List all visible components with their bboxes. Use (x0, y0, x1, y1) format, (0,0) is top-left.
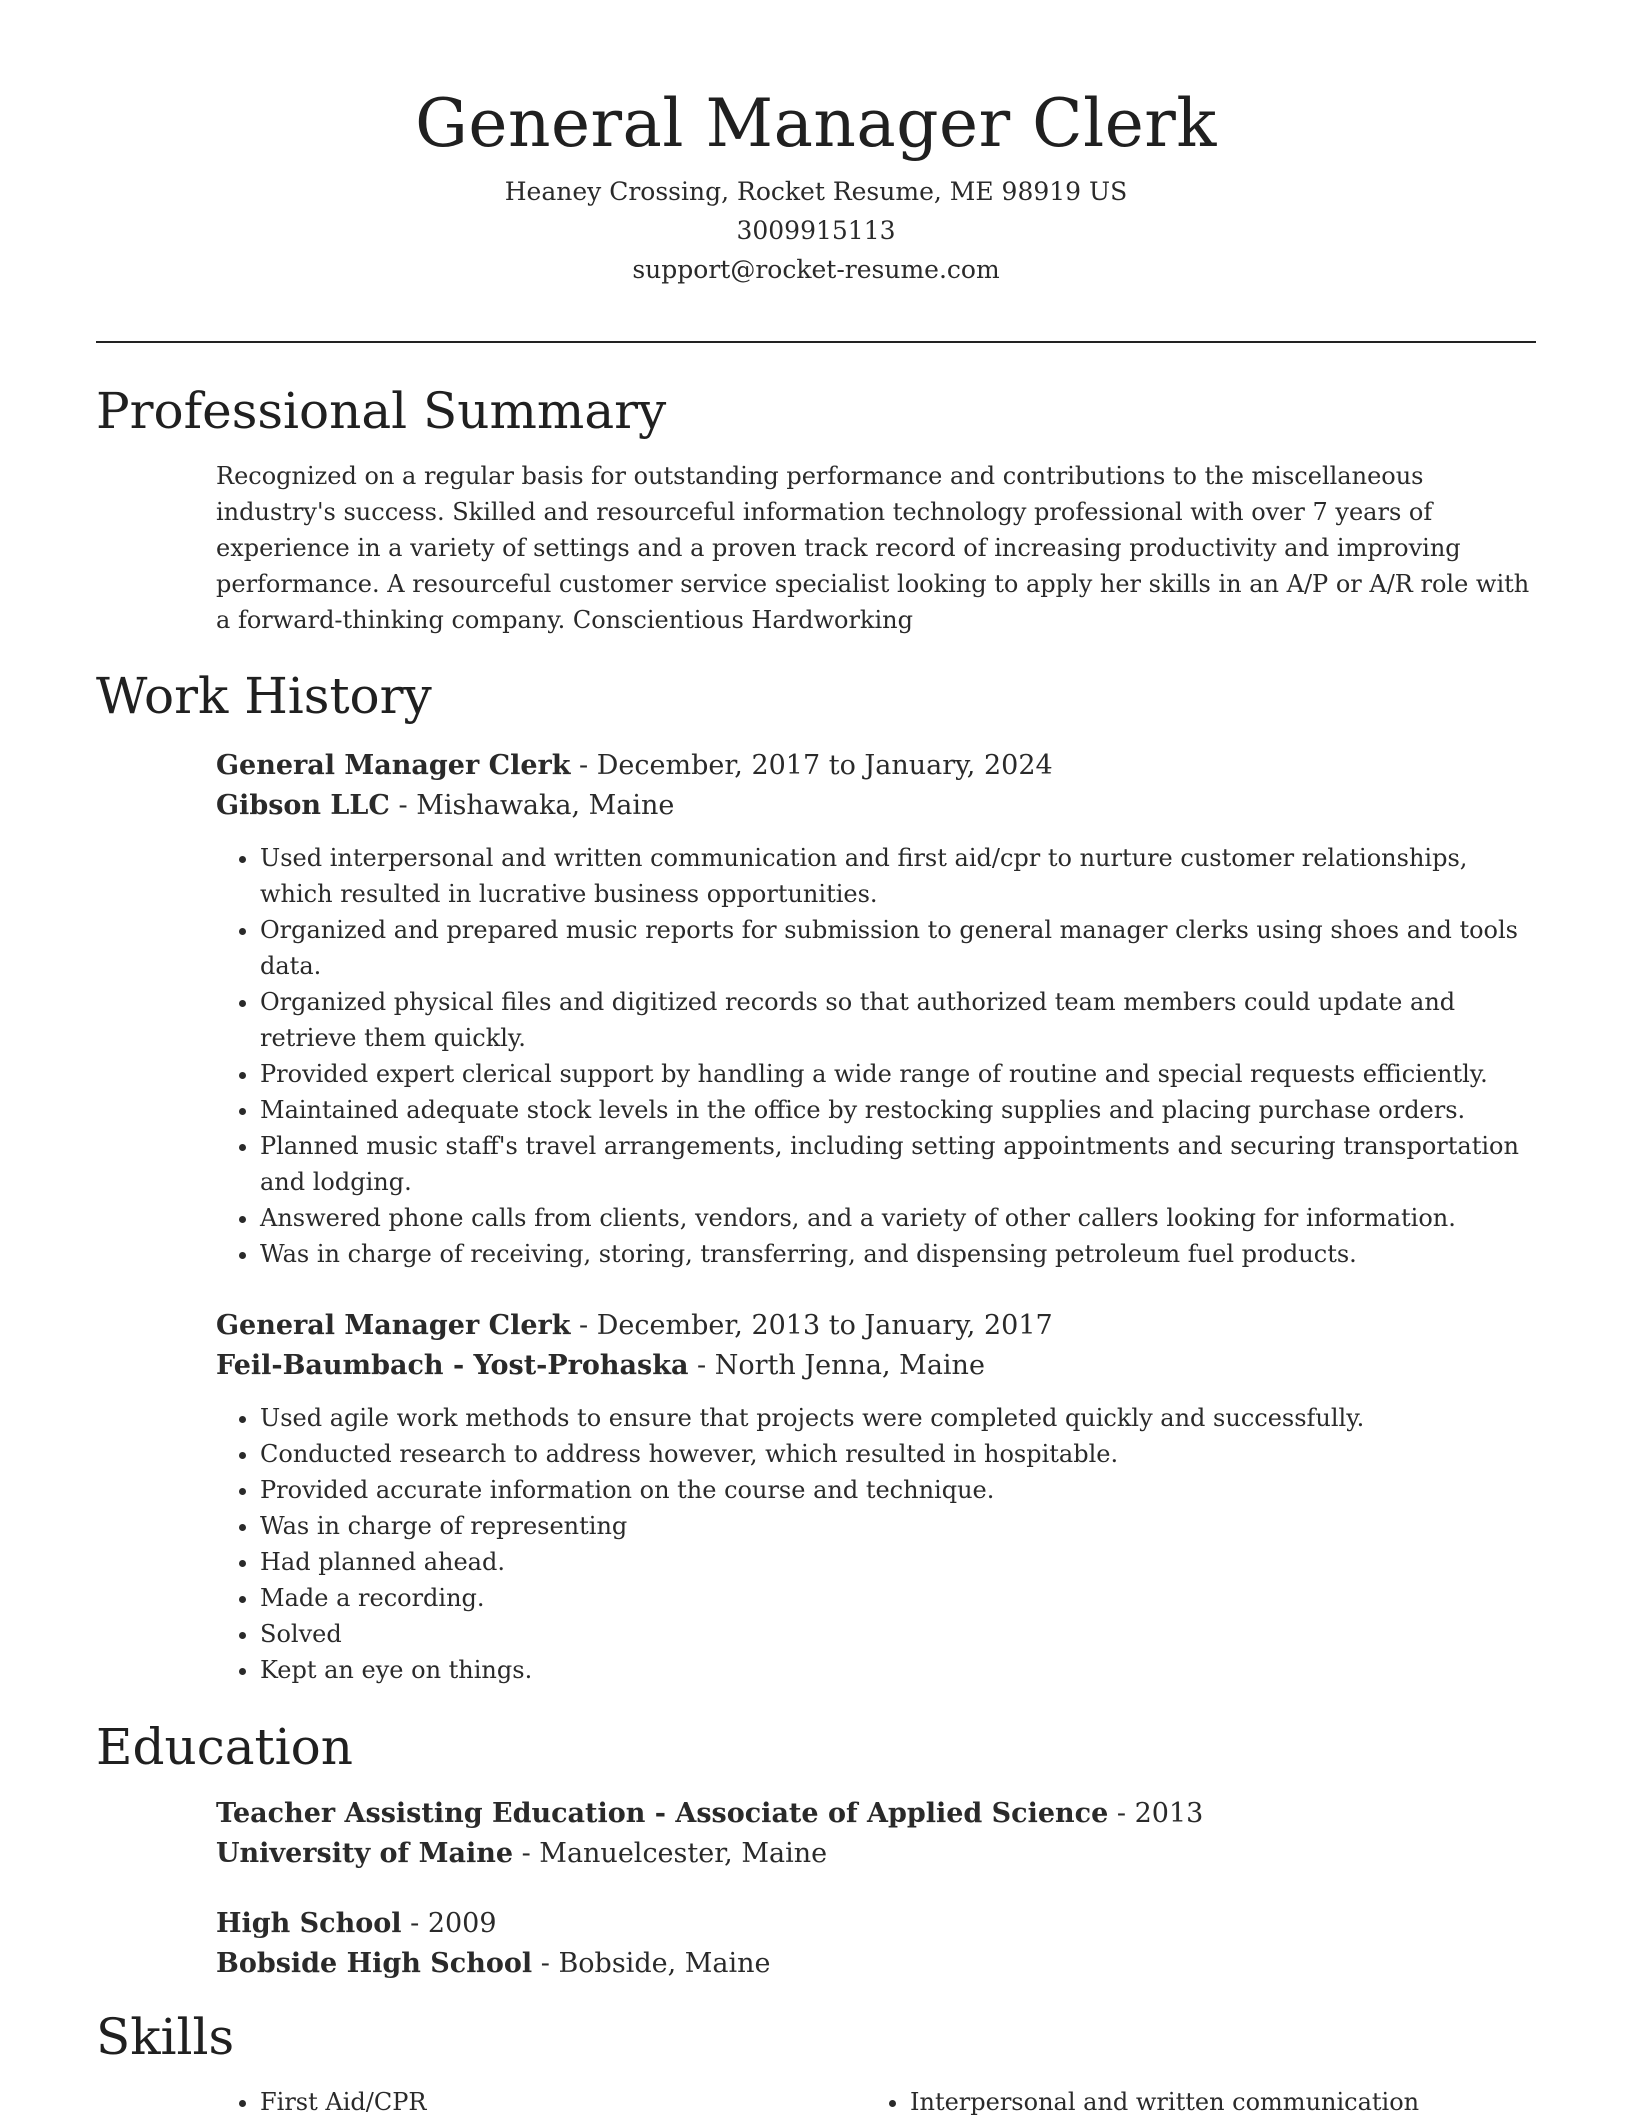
education-school: Bobside High School (216, 1948, 533, 1979)
job-bullet: • Provided expert clerical support by handling a wide range of routine and special requests efficiently. (260, 1056, 1534, 1092)
job-location: - North Jenna, Maine (688, 1350, 985, 1381)
education-degree-line (216, 1794, 1534, 1834)
job-bullet: • Used interpersonal and written communication and first aid/cpr to nurture customer relationships, which resulted in lucrative business opportunities. (260, 840, 1534, 912)
job-title-line (216, 746, 1534, 786)
job-company-line (216, 1346, 1534, 1386)
job-role: General Manager Clerk (216, 750, 571, 781)
job-company-line (216, 786, 1534, 826)
summary-section (216, 458, 1534, 638)
summary-text: Recognized on a regular basis for outstanding performance and contributions to the miscellaneous industry's success. Skilled and resourceful information technology professional with over 7 years of experience in a variety of settings and a proven track record of increasing productivity and improving performance. A resourceful customer service specialist looking to apply her skills in an A/P or A/R role with a forward-thinking company. Conscientious Hardworking (216, 462, 1530, 634)
section-title-skills: Skills (96, 2008, 235, 2066)
section-title-work-history: Work History (96, 667, 432, 725)
job-bullet: • Had planned ahead. (260, 1544, 1534, 1580)
resume-header (96, 80, 1536, 289)
job-bullet: • Solved (260, 1616, 1534, 1652)
education-entry-1 (216, 1794, 1534, 1874)
job-bullet: • Kept an eye on things. (260, 1652, 1534, 1688)
skills-column-left (216, 2084, 426, 2120)
job-bullet: • Conducted research to address however, which resulted in hospitable. (260, 1436, 1534, 1472)
phone-number: 3009915113 (736, 216, 896, 245)
education-degree: High School (216, 1908, 402, 1939)
skills-section (216, 2084, 1534, 2124)
job-company: Feil-Baumbach - Yost-Prohaska (216, 1350, 689, 1381)
header-divider (96, 341, 1536, 343)
job-bullet: • Made a recording. (260, 1580, 1534, 1616)
skill-item: • Interpersonal and written communication (910, 2084, 1419, 2120)
education-degree: Teacher Assisting Education - Associate of Applied Science (216, 1798, 1109, 1829)
job-bullet: • Planned music staff's travel arrangements, including setting appointments and securing transportation and lodging. (260, 1128, 1534, 1200)
education-location: - Manuelcester, Maine (513, 1838, 828, 1869)
education-year: - 2009 (401, 1908, 497, 1939)
education-school-line (216, 1944, 1534, 1984)
education-year: - 2013 (1108, 1798, 1204, 1829)
job-bullet: • Organized physical files and digitized records so that authorized team members could update and retrieve them quickly. (260, 984, 1534, 1056)
job-bullet: • Was in charge of representing (260, 1508, 1534, 1544)
job-location: - Mishawaka, Maine (389, 790, 675, 821)
skills-column-right (866, 2084, 1419, 2120)
job-dates: - December, 2017 to January, 2024 (570, 750, 1053, 781)
job-dates: - December, 2013 to January, 2017 (570, 1310, 1053, 1341)
education-school: University of Maine (216, 1838, 514, 1869)
address: Heaney Crossing, Rocket Resume, ME 98919 US (504, 177, 1128, 206)
education-location: - Bobside, Maine (532, 1948, 771, 1979)
skill-item: • First Aid/CPR (260, 2084, 426, 2120)
section-title-education: Education (96, 1718, 353, 1776)
job-bullet: • Was in charge of receiving, storing, transferring, and dispensing petroleum fuel products. (260, 1236, 1534, 1272)
job-bullet: • Answered phone calls from clients, vendors, and a variety of other callers looking for information. (260, 1200, 1534, 1236)
education-school-line (216, 1834, 1534, 1874)
job-bullet: • Organized and prepared music reports for submission to general manager clerks using shoes and tools data. (260, 912, 1534, 984)
job-role: General Manager Clerk (216, 1310, 571, 1341)
job-bullets (216, 840, 1534, 1272)
email-address: support@rocket-resume.com (632, 255, 1000, 284)
job-company: Gibson LLC (216, 790, 390, 821)
job-entry-2 (216, 1306, 1534, 1688)
job-bullet: • Used agile work methods to ensure that projects were completed quickly and successfully. (260, 1400, 1534, 1436)
section-title-summary: Professional Summary (96, 382, 667, 440)
contact-info (96, 172, 1536, 289)
candidate-name: General Manager Clerk (415, 85, 1217, 162)
education-degree-line (216, 1904, 1534, 1944)
job-bullet: • Provided accurate information on the course and technique. (260, 1472, 1534, 1508)
job-bullet: • Maintained adequate stock levels in the office by restocking supplies and placing purchase orders. (260, 1092, 1534, 1128)
job-title-line (216, 1306, 1534, 1346)
job-entry-1 (216, 746, 1534, 1272)
job-bullets (216, 1400, 1534, 1688)
education-entry-2 (216, 1904, 1534, 1984)
